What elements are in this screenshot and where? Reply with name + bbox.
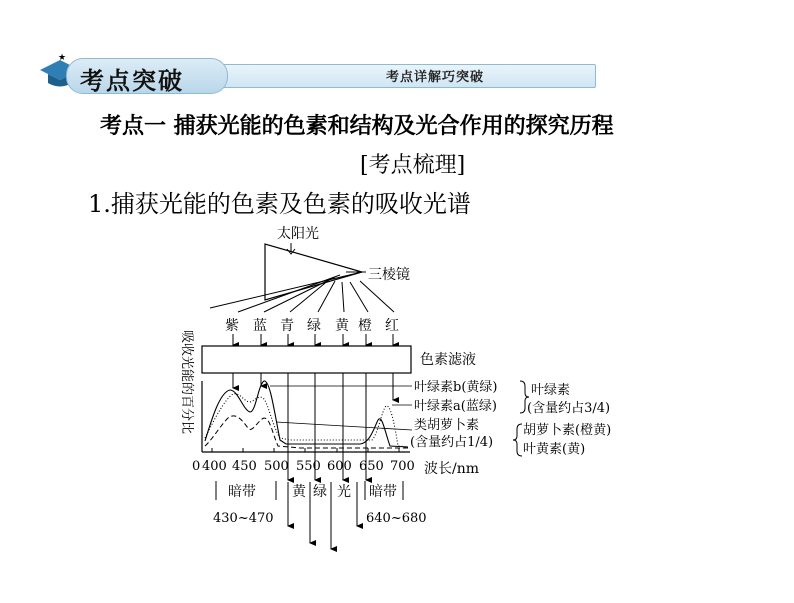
chlorophyll-b-curve xyxy=(205,381,408,447)
x-tick-550: 550 xyxy=(296,459,321,474)
x-tick-0: 0 xyxy=(192,459,201,474)
color-yellow: 黄 xyxy=(335,318,349,334)
color-cyan: 青 xyxy=(280,318,294,334)
band-dark-2: 暗带 xyxy=(369,484,397,500)
legend-carotenoid-note: (含量约占1/4) xyxy=(410,435,494,450)
y-axis-label: 吸收光能的百分比 xyxy=(179,330,194,435)
x-tick-400: 400 xyxy=(202,459,227,474)
section-title: 1.捕获光能的色素及色素的吸收光谱 xyxy=(88,190,471,218)
color-violet: 紫 xyxy=(225,318,239,334)
legend-carotenoid: 类胡萝卜素 xyxy=(414,418,480,433)
color-orange: 橙 xyxy=(358,318,372,334)
carotenoid-brace xyxy=(513,424,522,456)
page-subheading: [考点梳理] xyxy=(360,153,466,178)
x-tick-500: 500 xyxy=(264,459,289,474)
legend-chlorophyll-note: (含量约占3/4) xyxy=(527,401,611,416)
legend-chlorophyll: 叶绿素 xyxy=(531,383,571,398)
color-blue: 蓝 xyxy=(253,318,267,334)
x-tick-450: 450 xyxy=(232,459,257,474)
band-dark-1: 暗带 xyxy=(228,484,256,500)
legend-leaders xyxy=(270,386,412,430)
color-arrows xyxy=(233,334,393,345)
page-heading: 考点一 捕获光能的色素和结构及光合作用的探究历程 xyxy=(100,114,614,139)
svg-text:★: ★ xyxy=(58,53,67,63)
band-light: 光 xyxy=(337,484,351,500)
x-tick-600: 600 xyxy=(327,459,352,474)
x-tick-700: 700 xyxy=(390,459,415,474)
x-axis-label: 波长/nm xyxy=(424,461,480,477)
band-green: 绿 xyxy=(313,484,327,500)
band-range-2: 640~680 xyxy=(366,511,427,526)
color-red: 红 xyxy=(385,318,399,334)
legend-carotene: 胡萝卜素(橙黄) xyxy=(523,423,612,438)
sunlight-label: 太阳光 xyxy=(277,226,319,242)
x-tick-650: 650 xyxy=(359,459,384,474)
legend-chl-a: 叶绿素a(蓝绿) xyxy=(414,399,497,414)
band-range-1: 430~470 xyxy=(213,511,274,526)
band-yellow: 黄 xyxy=(292,484,306,500)
banner-subtitle: 考点详解巧突破 xyxy=(386,70,485,85)
banner-title: 考点突破 xyxy=(80,67,184,95)
legend-xanthophyll: 叶黄素(黄) xyxy=(523,442,586,457)
prism-label: 三棱镜 xyxy=(368,267,410,283)
legend-chl-b: 叶绿素b(黄绿) xyxy=(414,380,498,395)
pigment-filter xyxy=(202,346,411,373)
color-green: 绿 xyxy=(307,318,321,334)
color-labels xyxy=(225,317,399,334)
dispersion-rays xyxy=(210,272,394,312)
x-tick-labels xyxy=(192,459,415,474)
filter-label: 色素滤液 xyxy=(420,352,476,368)
